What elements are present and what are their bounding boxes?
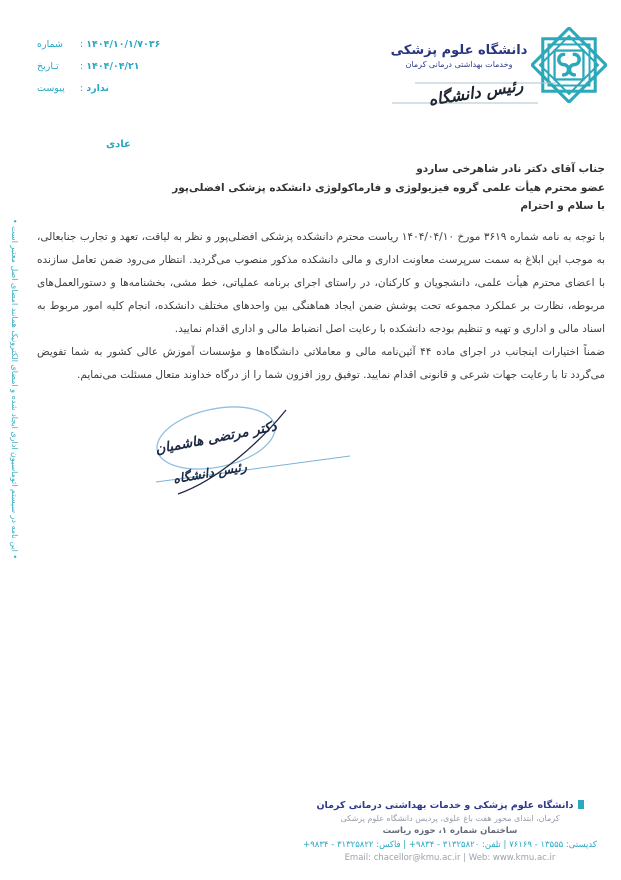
signature-block <box>148 398 360 510</box>
university-name-line2: وخدمات بهداشتی درمانی کرمان <box>405 60 513 69</box>
classification-badge: عادی <box>106 139 131 150</box>
letter-number-label: شماره <box>37 39 63 50</box>
letter-attachment-label: پیوست <box>37 83 65 94</box>
footer <box>287 799 613 865</box>
office-script-text: رئیس دانشگاه <box>427 75 525 110</box>
colon: : <box>77 61 87 72</box>
body-paragraph-1: با توجه به نامه شماره ۳۶۱۹ مورخ ۱۴۰۴/۰۴/۱۰ ریاست محترم دانشکده پزشکی افضلی‌پور و نظر به لیاقت، تعهد و تجارب جنابعالی، به موجب این ابلاغ به سمت سرپرست معاونت اداری و مالی دانشکده مذکور منصوب می‌گردید. انتظار می‌رود ضمن تعامل سازنده با اعضای محترم هیأت علمی، دانشجویان و کارکنان، در راستای اجرای برنامه عملیاتی، خط مشی، بخشنامه‌ها و دستورالعمل‌های مربوطه، نظارت بر عملکرد مجموعه تحت پوشش ضمن ایجاد هماهنگی بین واحدهای مختلف دانشکده، انجام کلیه امور مربوط به اسناد مالی و اداری و تهیه و تنظیم بودجه دانشکده با رعایت اصل انضباط مالی و اداری اقدام نمایید. <box>37 231 606 335</box>
recipient-name: جناب آقای دکتر نادر شاهرخی ساردو <box>416 163 605 175</box>
footer-organization-text: دانشگاه علوم پزشکی و خدمات بهداشتی درمانی کرمان <box>316 800 574 811</box>
footer-address-line1: کرمان، ابتدای محور هفت باغ علوی، پردیس دانشگاه علوم پزشکی <box>340 814 560 823</box>
colon: : <box>77 39 87 50</box>
letter-date-row <box>37 56 160 78</box>
office-calligraphy <box>388 70 560 112</box>
footer-email-web: Email: chacellor@kmu.ac.ir | Web: www.kmu.ac.ir <box>344 853 556 863</box>
footer-address-line2: ساختمان شماره ۱، حوزه ریاست <box>382 826 518 836</box>
university-name-line1: دانشگاه علوم پزشکی <box>390 43 528 58</box>
salutation: با سلام و احترام <box>520 200 605 212</box>
electronic-signature-note: • این نامه در سیستم اتوماسیون اداری ایجاد شده و امضای الکترونیک همانند امضای اصل معتبر است • <box>10 218 19 560</box>
signature-title-script: رئیس دانشگاه <box>171 458 248 487</box>
letter-body <box>37 226 605 387</box>
recipient-block <box>37 160 605 216</box>
footer-contact-line: کدپستی: ۱۳۵۵۵ - ۷۶۱۶۹ | تلفن: ۳۱۳۲۵۸۲۰ - ۹۸۳۴+ | فاکس: ۳۱۳۲۵۸۲۲ - ۹۸۳۴+ <box>303 840 597 850</box>
footer-square-icon <box>578 800 584 809</box>
letter-date-label: تـاریخ <box>37 61 59 72</box>
letter-metadata <box>37 34 160 100</box>
colon: : <box>77 83 87 94</box>
body-paragraph-2: ضمناً اختیارات اینجانب در اجرای ماده ۴۴ آئین‌نامه مالی و معاملاتی دانشگاه‌ها و مؤسسات آموزش عالی کشور به شما تفویض می‌گردد تا با رعایت جهات شرعی و قانونی اقدام نمایید. توفیق روز افزون شما را از درگاه خداوند متعال مسئلت می‌نمایم. <box>37 346 605 381</box>
letter-attachment-value: ندارد <box>86 83 109 94</box>
letter-number-value: ۱۴۰۴/۱۰/۱/۷۰۳۶ <box>86 39 161 50</box>
letter-attachment-row <box>37 78 160 100</box>
signature-name-script: دکتر مرتضی هاشمیان <box>153 418 279 458</box>
university-name <box>390 42 528 71</box>
letter-date-value: ۱۴۰۴/۰۴/۲۱ <box>86 61 140 72</box>
footer-organization <box>287 799 613 813</box>
letter-number-row <box>37 34 160 56</box>
recipient-position: عضو محترم هیأت علمی گروه فیزیولوژی و فارماکولوژی دانشکده پزشکی افضلی‌پور <box>172 181 605 194</box>
